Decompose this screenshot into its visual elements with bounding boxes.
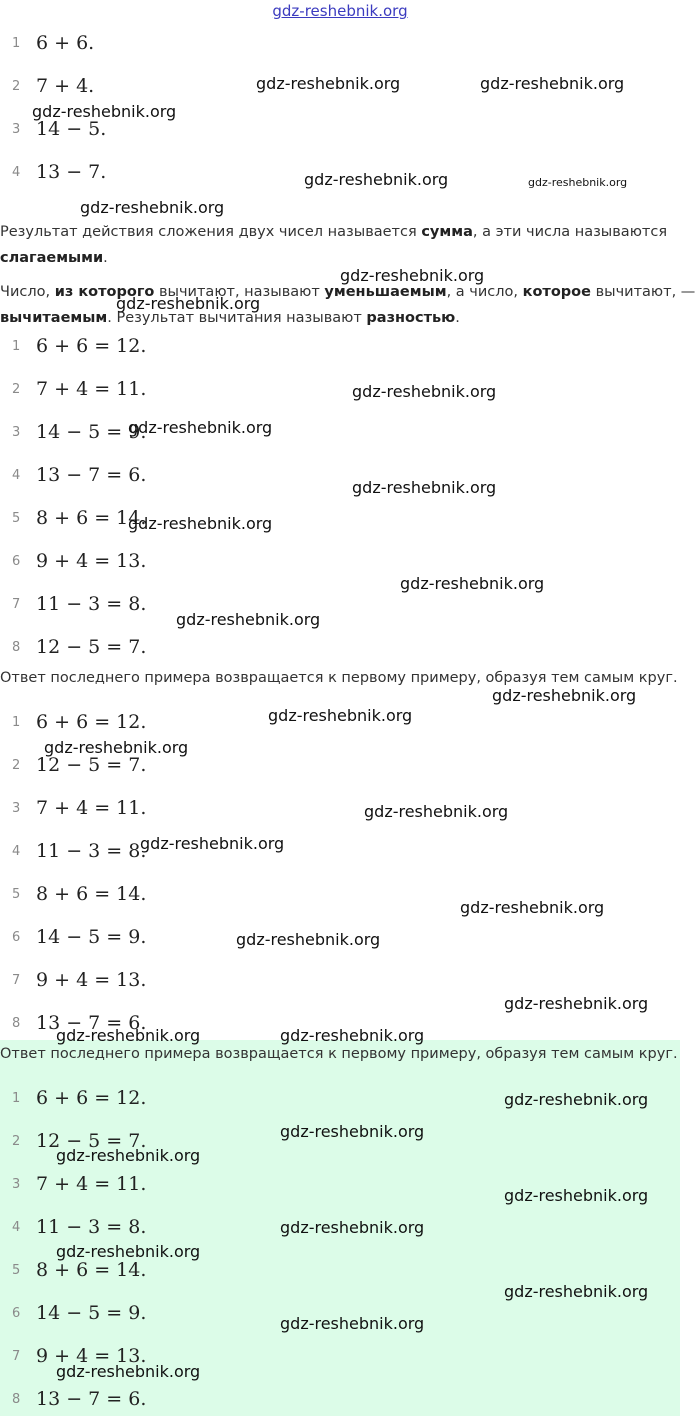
item-expression: 6 + 6.: [36, 32, 95, 54]
watermark: gdz-reshebnik.org: [528, 176, 628, 189]
watermark: gdz-reshebnik.org: [280, 1218, 425, 1237]
watermark: gdz-reshebnik.org: [256, 74, 401, 93]
item-expression: 14 − 5 = 9.: [36, 421, 147, 443]
watermark: gdz-reshebnik.org: [504, 994, 649, 1013]
watermark: gdz-reshebnik.org: [116, 294, 261, 313]
item-expression: 14 − 5.: [36, 118, 107, 140]
watermark: gdz-reshebnik.org: [32, 102, 177, 121]
item-number: 5: [12, 511, 21, 526]
item-expression: 7 + 4 = 11.: [36, 797, 147, 819]
watermark: gdz-reshebnik.org: [280, 1314, 425, 1333]
item-number: 3: [12, 1177, 21, 1192]
item-expression: 9 + 4 = 13.: [36, 969, 147, 991]
item-number: 2: [12, 79, 21, 94]
watermark: gdz-reshebnik.org: [128, 418, 273, 437]
item-number: 1: [12, 715, 21, 730]
item-expression: 6 + 6 = 12.: [36, 1087, 147, 1109]
watermark: gdz-reshebnik.org: [280, 1122, 425, 1141]
watermark: gdz-reshebnik.org: [56, 1146, 201, 1165]
item-expression: 9 + 4 = 13.: [36, 550, 147, 572]
watermark: gdz-reshebnik.org: [176, 610, 321, 629]
item-expression: 14 − 5 = 9.: [36, 926, 147, 948]
watermark: gdz-reshebnik.org: [236, 930, 381, 949]
watermark: gdz-reshebnik.org: [504, 1186, 649, 1205]
item-expression: 9 + 4 = 13.: [36, 1345, 147, 1367]
item-expression: 8 + 6 = 14.: [36, 1259, 147, 1281]
watermark: gdz-reshebnik.org: [128, 514, 273, 533]
item-expression: 12 − 5 = 7.: [36, 754, 147, 776]
item-number: 4: [12, 165, 21, 180]
item-number: 7: [12, 1349, 21, 1364]
item-expression: 7 + 4.: [36, 75, 95, 97]
item-expression: 6 + 6 = 12.: [36, 335, 147, 357]
watermark: gdz-reshebnik.org: [504, 1282, 649, 1301]
item-number: 3: [12, 425, 21, 440]
item-expression: 7 + 4 = 11.: [36, 1173, 147, 1195]
item-number: 4: [12, 468, 21, 483]
item-number: 1: [12, 36, 21, 51]
item-expression: 8 + 6 = 14.: [36, 507, 147, 529]
circle-note: Ответ последнего примера возвращается к первому примеру, образуя тем самым круг.: [0, 670, 678, 686]
watermark: gdz-reshebnik.org: [504, 1090, 649, 1109]
item-number: 4: [12, 1220, 21, 1235]
item-number: 8: [12, 1016, 21, 1031]
watermark: gdz-reshebnik.org: [80, 198, 225, 217]
watermark: gdz-reshebnik.org: [56, 1362, 201, 1381]
item-expression: 13 − 7 = 6.: [36, 1388, 147, 1410]
definition-difference: Число, из которого вычитают, называют уменьшаемым, а число, которое вычитают, — вычитаемым. Результат вычитания называют разностью.: [0, 284, 695, 326]
item-number: 5: [12, 887, 21, 902]
item-number: 2: [12, 758, 21, 773]
item-expression: 11 − 3 = 8.: [36, 1216, 147, 1238]
watermark: gdz-reshebnik.org: [352, 478, 497, 497]
watermark: gdz-reshebnik.org: [56, 1026, 201, 1045]
watermark: gdz-reshebnik.org: [352, 382, 497, 401]
watermark: gdz-reshebnik.org: [364, 802, 509, 821]
site-link[interactable]: gdz-reshebnik.org: [272, 2, 408, 20]
watermark: gdz-reshebnik.org: [304, 170, 449, 189]
watermark: gdz-reshebnik.org: [268, 706, 413, 725]
item-expression: 6 + 6 = 12.: [36, 711, 147, 733]
item-expression: 13 − 7.: [36, 161, 107, 183]
item-expression: 8 + 6 = 14.: [36, 883, 147, 905]
item-number: 6: [12, 1306, 21, 1321]
item-number: 3: [12, 801, 21, 816]
item-number: 5: [12, 1263, 21, 1278]
item-number: 1: [12, 339, 21, 354]
item-expression: 11 − 3 = 8.: [36, 840, 147, 862]
item-number: 4: [12, 844, 21, 859]
watermark: gdz-reshebnik.org: [460, 898, 605, 917]
definition-sum: Результат действия сложения двух чисел называется сумма, а эти числа называются слагаемыми.: [0, 224, 668, 266]
item-number: 7: [12, 973, 21, 988]
watermark: gdz-reshebnik.org: [140, 834, 285, 853]
watermark: gdz-reshebnik.org: [492, 686, 637, 705]
item-expression: 13 − 7 = 6.: [36, 1012, 147, 1034]
item-number: 8: [12, 640, 21, 655]
item-expression: 14 − 5 = 9.: [36, 1302, 147, 1324]
circle-note: Ответ последнего примера возвращается к первому примеру, образуя тем самым круг.: [0, 1046, 678, 1062]
item-number: 6: [12, 930, 21, 945]
watermark: gdz-reshebnik.org: [340, 266, 485, 285]
watermark: gdz-reshebnik.org: [44, 738, 189, 757]
item-expression: 11 − 3 = 8.: [36, 593, 147, 615]
item-number: 2: [12, 1134, 21, 1149]
item-expression: 12 − 5 = 7.: [36, 636, 147, 658]
watermark: gdz-reshebnik.org: [280, 1026, 425, 1045]
watermark: gdz-reshebnik.org: [400, 574, 545, 593]
item-expression: 13 − 7 = 6.: [36, 464, 147, 486]
watermark: gdz-reshebnik.org: [56, 1242, 201, 1261]
item-number: 1: [12, 1091, 21, 1106]
item-number: 2: [12, 382, 21, 397]
item-number: 8: [12, 1392, 21, 1407]
item-expression: 12 − 5 = 7.: [36, 1130, 147, 1152]
item-expression: 7 + 4 = 11.: [36, 378, 147, 400]
item-number: 3: [12, 122, 21, 137]
item-number: 6: [12, 554, 21, 569]
item-number: 7: [12, 597, 21, 612]
watermark: gdz-reshebnik.org: [480, 74, 625, 93]
